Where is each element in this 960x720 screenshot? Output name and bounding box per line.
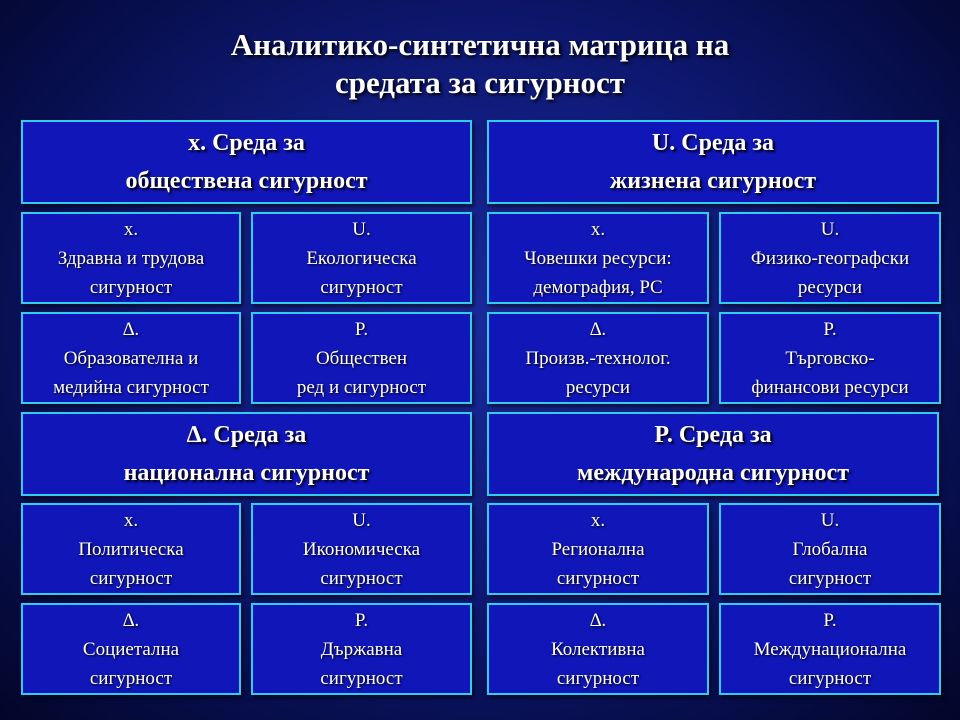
cell-marker: U. xyxy=(352,218,371,240)
quadrant-header-life-security xyxy=(487,120,939,204)
cell-text: сигурност xyxy=(320,567,403,589)
cell-marker: U. xyxy=(820,218,840,240)
quadrant-header-line: x. Среда за xyxy=(188,130,305,156)
cell-marker: x. xyxy=(123,509,139,531)
cell-marker: x. xyxy=(590,218,606,240)
cell-text: сигурност xyxy=(89,276,173,298)
matrix-cell xyxy=(21,312,241,404)
cell-text: демография, PC xyxy=(533,276,663,298)
cell-text: Икономическа xyxy=(302,538,421,560)
cell-text: сигурност xyxy=(788,667,872,689)
cell-text: сигурност xyxy=(89,567,173,589)
page-title xyxy=(0,26,960,102)
cell-marker: P. xyxy=(354,609,369,631)
cell-text: Човешки ресурси: xyxy=(524,247,672,269)
quadrant-header-line: U. Среда за xyxy=(651,130,775,156)
cell-marker: x. xyxy=(123,218,139,240)
quadrant-header-national-security xyxy=(21,412,472,496)
cell-marker: P. xyxy=(354,318,369,340)
quadrant-header-line: жизнена сигурност xyxy=(609,168,817,194)
matrix-cell xyxy=(487,212,709,304)
cell-text: Обществен xyxy=(315,347,408,369)
cell-text: финансови ресурси xyxy=(751,376,909,398)
quadrant-header-line: национална сигурност xyxy=(123,460,370,486)
quadrant-header-line: ∆. Среда за xyxy=(186,422,307,448)
matrix-cell xyxy=(719,503,941,595)
title-line-1: Аналитико-синтетична матрица на xyxy=(230,27,730,62)
cell-text: Произв.-технолог. xyxy=(525,347,671,369)
cell-text: Междунационална xyxy=(753,638,907,660)
cell-text: Социетална xyxy=(82,638,180,660)
matrix-cell xyxy=(21,503,241,595)
matrix-cell xyxy=(719,312,941,404)
cell-text: сигурност xyxy=(89,667,173,689)
cell-text: Колективна xyxy=(551,638,645,660)
cell-marker: ∆. xyxy=(589,318,607,340)
cell-marker: U. xyxy=(352,509,371,531)
cell-text: сигурност xyxy=(320,276,403,298)
cell-text: сигурност xyxy=(320,667,403,689)
matrix-cell xyxy=(251,603,472,695)
cell-text: ред и сигурност xyxy=(296,376,427,398)
quadrant-header-line: обществена сигурност xyxy=(125,168,368,194)
quadrant-header-line: P. Среда за xyxy=(654,422,772,448)
matrix-cell xyxy=(21,212,241,304)
matrix-cell xyxy=(719,212,941,304)
matrix-cell xyxy=(719,603,941,695)
cell-marker: ∆. xyxy=(122,318,140,340)
cell-marker: U. xyxy=(820,509,840,531)
cell-text: сигурност xyxy=(556,567,640,589)
cell-text: Образователна и xyxy=(63,347,199,369)
cell-text: сигурност xyxy=(788,567,872,589)
cell-text: Глобална xyxy=(792,538,868,560)
cell-text: сигурност xyxy=(556,667,640,689)
matrix-cell xyxy=(487,603,709,695)
matrix-cell xyxy=(487,312,709,404)
cell-text: Политическа xyxy=(78,538,184,560)
matrix-cell xyxy=(487,503,709,595)
quadrant-header-international-security xyxy=(487,412,939,496)
cell-marker: ∆. xyxy=(589,609,607,631)
cell-text: медийна сигурност xyxy=(53,376,209,398)
cell-text: Екологическа xyxy=(306,247,417,269)
cell-text: Държавна xyxy=(320,638,403,660)
matrix-cell xyxy=(251,212,472,304)
cell-text: Регионална xyxy=(551,538,645,560)
cell-marker: ∆. xyxy=(122,609,140,631)
cell-text: Здравна и трудова xyxy=(57,247,205,269)
quadrant-header-line: международна сигурност xyxy=(577,460,849,486)
cell-text: Търговско- xyxy=(785,347,875,369)
title-line-2: средата за сигурност xyxy=(334,65,626,100)
matrix-cell xyxy=(251,503,472,595)
cell-marker: P. xyxy=(823,318,837,340)
cell-text: ресурси xyxy=(797,276,863,298)
cell-marker: P. xyxy=(823,609,837,631)
cell-text: ресурси xyxy=(565,376,631,398)
quadrant-header-public-security xyxy=(21,120,472,204)
cell-marker: x. xyxy=(590,509,606,531)
matrix-cell xyxy=(251,312,472,404)
matrix-cell xyxy=(21,603,241,695)
cell-text: Физико-географски xyxy=(750,247,910,269)
